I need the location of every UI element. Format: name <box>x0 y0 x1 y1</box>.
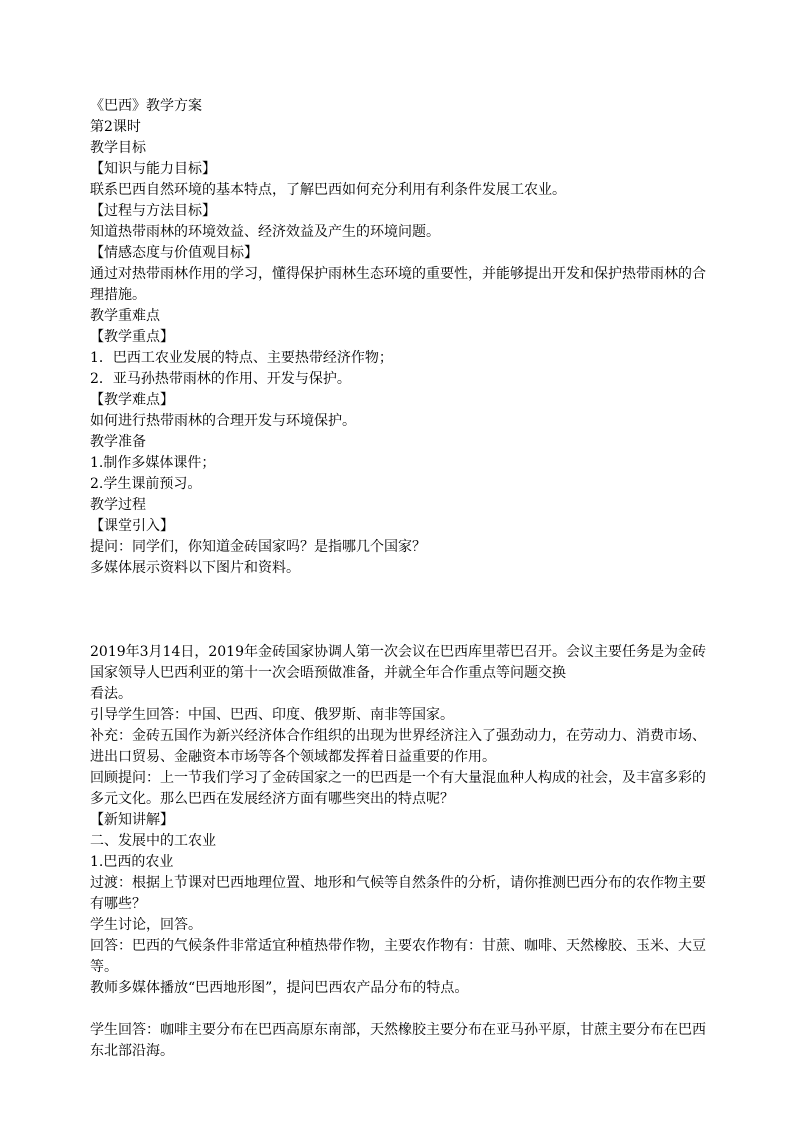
procedure-heading: 教学过程 <box>90 497 146 513</box>
emotion-heading: 【情感态度与价值观目标】 <box>90 245 258 261</box>
knowledge-heading: 【知识与能力目标】 <box>90 161 216 177</box>
document-page <box>90 96 714 1062</box>
emotion-text: 通过对热带雨林作用的学习，懂得保护雨林生态环境的重要性，并能够提出开发和保护热带雨林的合理措施。 <box>90 266 706 303</box>
keypoints-heading: 教学重难点 <box>90 308 160 324</box>
knowledge-text: 联系巴西自然环境的基本特点，了解巴西如何充分利用有利条件发展工农业。 <box>90 182 566 198</box>
prep-item-2: 2.学生课前预习。 <box>90 476 202 492</box>
intro-question: 提问：同学们，你知道金砖国家吗？是指哪几个国家？ <box>90 539 426 555</box>
news-text: 2019年3月14日，2019年金砖国家协调人第一次会议在巴西库里蒂巴召开。会议主要任务是为金砖国家领导人巴西利亚的第十一次会晤预做准备，并就全年合作重点等问题交换 <box>90 644 706 681</box>
prep-item-1: 1.制作多媒体课件； <box>90 455 216 471</box>
new-knowledge-heading: 【新知讲解】 <box>90 812 174 828</box>
teacher-text: 教师多媒体播放“巴西地形图”，提问巴西农产品分布的特点。 <box>90 980 469 996</box>
news-tail: 看法。 <box>90 686 132 702</box>
image-placeholder-gap <box>90 579 714 642</box>
discuss-text: 学生讨论，回答。 <box>90 917 202 933</box>
process-heading: 【过程与方法目标】 <box>90 203 216 219</box>
answer-text: 回答：巴西的气候条件非常适宜种植热带作物，主要农作物有：甘蔗、咖啡、天然橡胶、玉米、大豆等。 <box>90 938 706 975</box>
focus-item-2: 2．亚马孙热带雨林的作用、开发与保护。 <box>90 371 351 387</box>
objectives-heading: 教学目标 <box>90 140 146 156</box>
focus-item-1: 1．巴西工农业发展的特点、主要热带经济作物； <box>90 350 393 366</box>
agriculture-heading: 1.巴西的农业 <box>90 854 174 870</box>
intro-media: 多媒体展示资料以下图片和资料。 <box>90 560 300 576</box>
review-text: 回顾提问：上一节我们学习了金砖国家之一的巴西是一个有大量混血种人构成的社会，及丰富多彩的多元文化。那么巴西在发展经济方面有哪些突出的特点呢？ <box>90 770 706 807</box>
intro-heading: 【课堂引入】 <box>90 518 174 534</box>
focus-heading: 【教学重点】 <box>90 329 174 345</box>
lesson-number: 第2课时 <box>90 119 141 135</box>
transition-text: 过渡：根据上节课对巴西地理位置、地形和气候等自然条件的分析，请你推测巴西分布的农作物主要有哪些？ <box>90 875 706 912</box>
section-two-heading: 二、发展中的工农业 <box>90 833 216 849</box>
student-answer-text: 学生回答：咖啡主要分布在巴西高原东南部，天然橡胶主要分布在亚马孙平原，甘蔗主要分布在巴西东北部沿海。 <box>90 1022 706 1059</box>
difficulty-text: 如何进行热带雨林的合理开发与环境保护。 <box>90 413 356 429</box>
difficulty-heading: 【教学难点】 <box>90 392 174 408</box>
supplement-text: 补充：金砖五国作为新兴经济体合作组织的出现为世界经济注入了强劲动力，在劳动力、消费市场、进出口贸易、金融资本市场等各个领域都发挥着日益重要的作用。 <box>90 728 706 765</box>
prep-heading: 教学准备 <box>90 434 146 450</box>
document-title: 《巴西》教学方案 <box>90 98 202 114</box>
paragraph-gap <box>90 999 714 1020</box>
guide-answer: 引导学生回答：中国、巴西、印度、俄罗斯、南非等国家。 <box>90 707 454 723</box>
process-text: 知道热带雨林的环境效益、经济效益及产生的环境问题。 <box>90 224 440 240</box>
